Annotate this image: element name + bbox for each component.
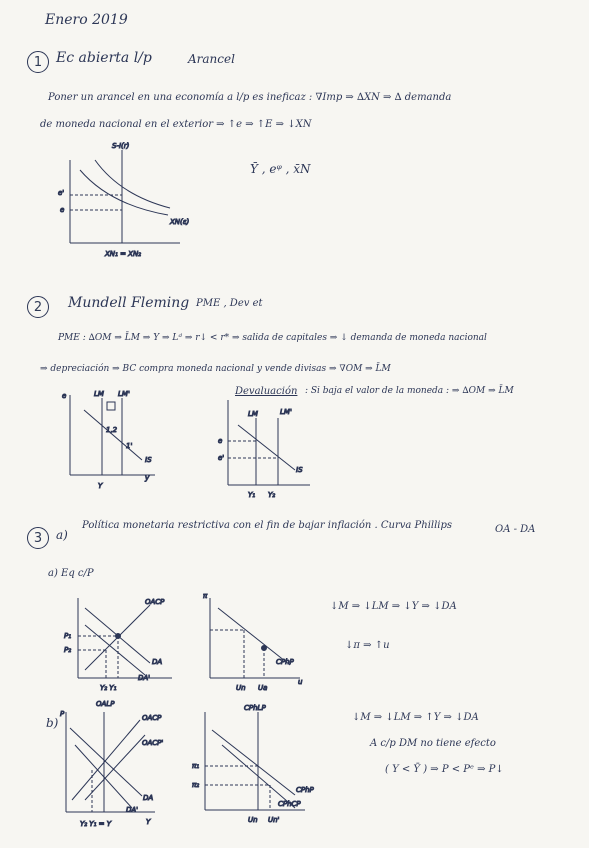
g6-oacp2: OACP' [142,739,164,747]
notes-b-2: A c/p DM no tiene efecto [370,738,496,749]
g6-da2: DA' [126,806,139,814]
g3-y1: Y₁ [248,491,256,499]
g7-pi2: π₂ [192,781,200,789]
notes-a-1: ↓M ⇒ ↓LM ⇒ ↓Y ⇒ ↓DA [330,601,457,612]
section3-title: Política monetaria restrictiva con el fin de bajar inflación . Curva Phillips [82,520,453,531]
section2-subtitle: PME , Dev et [196,298,263,309]
g6-yax: Y [146,818,151,826]
devaluacion-text: : Si baja el valor de la moneda : ⇒ ∆OM ⇒ L̄M [305,386,514,396]
section2-line2: ⇒ depreciación ⇒ BC compra moneda nacional y vende divisas ⇒ ∇OM ⇒ L̄M [40,364,391,374]
g6-p: P [60,710,65,718]
g6-da: DA [143,794,154,802]
g2-yaxis: y [145,474,150,482]
g6-oacp: OACP [142,714,162,722]
notes-a-2: ↓π ⇒ ↑u [345,640,390,651]
section2-line1: PME : ∆OM ⇒ L̄M ⇒ Y ⇒ Lᵈ ⇒ r↓ < r* ⇒ salida de capitales ⇒ ↓ demanda de moneda nacional [58,333,487,343]
section1-title: Ec abierta l/p [56,50,152,66]
section2-number: 2 [27,296,49,318]
g5-pi: π [203,592,208,600]
graph-pme [62,390,155,490]
g4-oacp: OACP [145,598,165,606]
graph-phillips-b [192,704,315,824]
g4-p1: P₁ [64,632,72,640]
section1-line1: Poner un arancel en una economía a l/p es ineficaz : ∇Imp ⇒ ∆XN ⇒ ∆ demanda [48,92,452,103]
g7-un: Un [248,816,258,824]
g1-right-label: XN(ε) [170,218,190,226]
g2-is: IS [145,456,152,464]
section1-subtitle: Arancel [188,52,235,66]
g7-pi1: π₁ [192,762,200,770]
g2-p2: 1' [126,442,133,450]
g2-e: e [62,392,67,400]
devaluacion-label: Devaluación [235,386,298,397]
notes-b-1: ↓M ⇒ ↓LM ⇒ ↑Y ⇒ ↓DA [352,712,479,723]
g6-oalp: OALP [96,700,115,708]
graph-devaluacion [218,400,310,499]
graph-oa-da-b [60,700,163,828]
g3-lm: LM [248,410,258,418]
g4-p2: P₂ [64,646,72,654]
g6-y: Y₂ Y₁ = Y [80,820,111,828]
g7-cphp2: CPhCP [278,800,301,808]
g3-e1: e [218,437,223,445]
section3-b-label: b) [46,716,59,730]
g4-da2: DA' [138,674,151,682]
g2-lm: LM [94,390,104,398]
graph-phillips-a [203,592,303,692]
section3-number: 3 [27,527,49,549]
g2-p1: 1,2 [106,426,118,434]
g1-y2: e [60,206,65,214]
g4-da: DA [152,658,163,666]
notes-b-3: ( Y < Ȳ ) ⇒ P < Pᵉ ⇒ P↓ [385,764,504,775]
section1-formula: Ȳ , eᵠ , x̄N [250,162,311,176]
g3-e2: e' [218,454,225,462]
g3-lm2: LM' [280,408,292,416]
g3-y2: Y₂ [268,491,276,499]
section1-line2: de moneda nacional en el exterior ⇒ ↑e ⇒ ↑E ⇒ ↓XN [40,119,312,130]
g5-u: u [298,678,303,686]
g1-x: XN₁ = XN₂ [105,250,141,258]
g5-ua: Ua [258,684,268,692]
date-heading: Enero 2019 [45,12,128,28]
g4-y: Y₂ Y₁ [100,684,117,692]
graph-oa-da-a [64,598,172,692]
g7-cphlp: CPhLP [244,704,266,712]
section3-a-label: a) Eq c/P [48,568,94,579]
graph-arancel [58,142,190,258]
section3-oa-da: OA - DA [495,524,536,535]
g1-top-label: S-I(r) [112,142,130,150]
g5-un: Un [236,684,246,692]
g2-lm2: LM' [118,390,130,398]
g7-cphp: CPhP [296,786,314,794]
g3-is: IS [296,466,303,474]
section2-title: Mundell Fleming [68,295,190,311]
g7-un2: Un' [268,816,280,824]
g2-y: Y [98,482,103,490]
g5-cphp: CPhP [276,658,294,666]
section3-a-tag: a) [56,528,68,542]
g1-y1: e' [58,189,65,197]
section1-number: 1 [27,51,49,73]
